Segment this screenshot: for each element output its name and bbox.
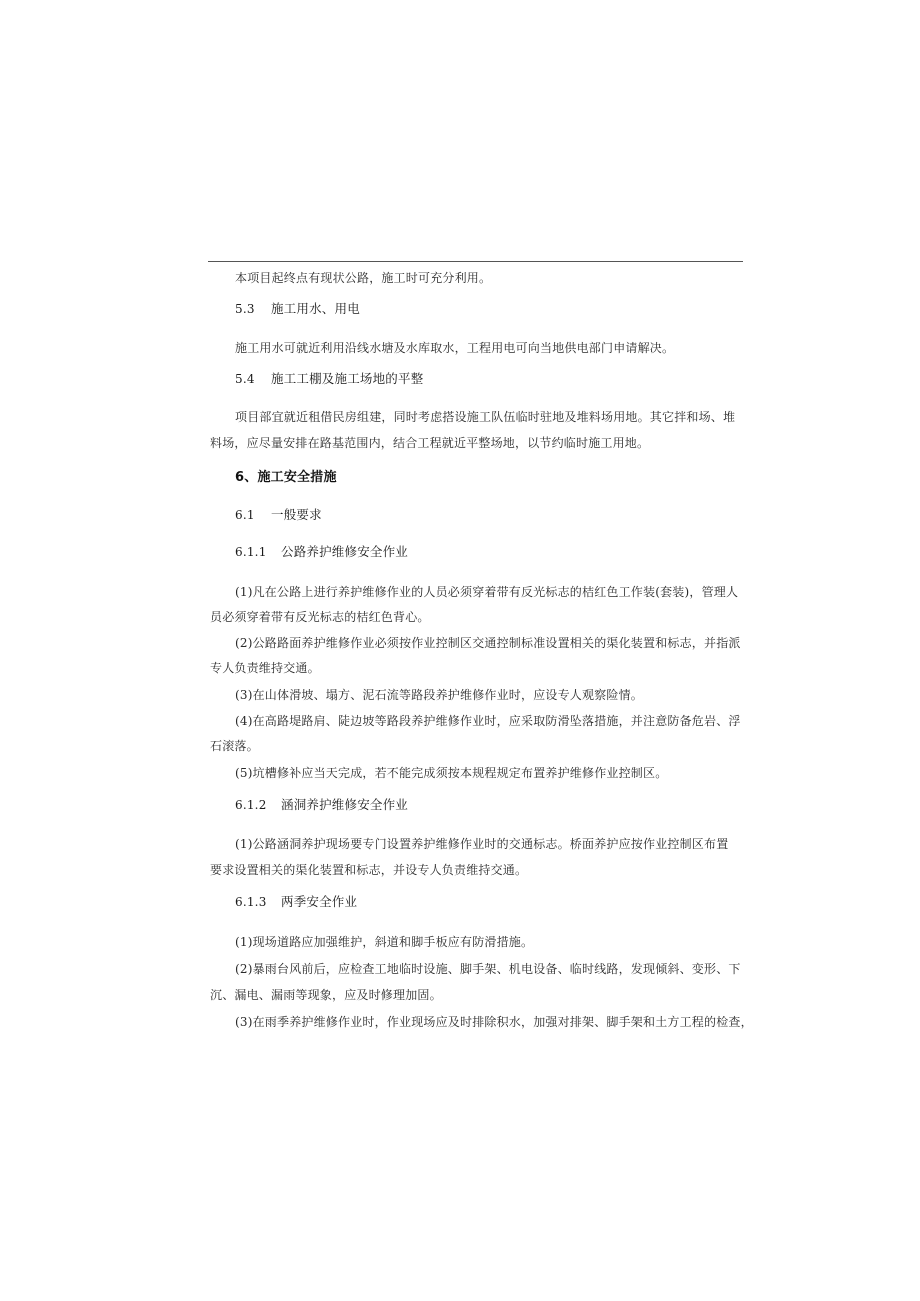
subsection-heading-6-1-2 [235,796,770,814]
paragraph-line: (1)公路涵洞养护现场要专门设置养护维修作业时的交通标志。桥面养护应按作业控制区布置 [235,837,729,851]
chapter-heading-6 [235,469,770,487]
paragraph-line: (2)暴雨台风前后，应检查工地临时设施、脚手架、机电设备、临时线路，发现倾斜、变形、下 [235,962,741,976]
subsection-heading-6-1-3 [235,893,770,911]
paragraph-line: (5)坑槽修补应当天完成，若不能完成须按本规程规定布置养护维修作业控制区。 [235,766,668,780]
paragraph-line: (4)在高路堤路肩、陡边坡等路段养护维修作业时，应采取防滑坠落措施，并注意防备危岩、浮 [235,714,741,728]
section-number: 5.4 [235,372,255,386]
section-number: 6.1.2 [235,798,267,812]
paragraph-line: 本项目起终点有现状公路，施工时可充分利用。 [235,271,492,285]
section-heading-5-4 [235,370,770,388]
section-number: 6.1 [235,508,255,522]
section-title: 施工工棚及施工场地的平整 [271,371,424,386]
paragraph-line: 石滚落。 [210,739,259,753]
section-title: 一般要求 [271,507,322,522]
section-title: 施工用水、用电 [271,301,360,316]
header-rule [208,261,743,262]
section-title: 公路养护维修安全作业 [281,544,409,559]
paragraph-line: 沉、漏电、漏雨等现象，应及时修理加固。 [210,988,442,1002]
section-heading-6-1 [235,506,770,524]
paragraph-line: 专人负责维持交通。 [210,661,320,675]
paragraph-line: 料场，应尽量安排在路基范围内，结合工程就近平整场地，以节约临时施工用地。 [210,436,650,450]
section-number: 6.1.1 [235,545,267,559]
section-title: 两季安全作业 [281,894,358,909]
chapter-number: 6 [235,470,245,485]
paragraph-line: (3)在山体滑坡、塌方、泥石流等路段养护维修作业时，应设专人观察险情。 [235,688,644,702]
section-heading-5-3 [235,300,770,318]
paragraph-line: (2)公路路面养护维修作业必须按作业控制区交通控制标准设置相关的渠化装置和标志，并指派 [235,636,741,650]
section-title: 涵洞养护维修安全作业 [281,797,409,812]
paragraph-line: (1)凡在公路上进行养护维修作业的人员必须穿着带有反光标志的桔红色工作装(套装)，管理人 [235,585,739,599]
section-number: 6.1.3 [235,895,267,909]
paragraph-line: 要求设置相关的渠化装置和标志，并设专人负责维持交通。 [210,863,528,877]
paragraph-line: (3)在雨季养护维修作业时，作业现场应及时排除积水，加强对排架、脚手架和土方工程的检查， [235,1015,753,1029]
subsection-heading-6-1-1 [235,543,770,561]
section-number: 5.3 [235,302,255,316]
paragraph-line: (1)现场道路应加强维护，斜道和脚手板应有防滑措施。 [235,935,534,949]
paragraph-line: 施工用水可就近利用沿线水塘及水库取水，工程用电可向当地供电部门申请解决。 [235,341,675,355]
paragraph-line: 员必须穿着带有反光标志的桔红色背心。 [210,610,430,624]
chapter-title: 、施工安全措施 [244,470,337,485]
paragraph-line: 项目部宜就近租借民房组建，同时考虑搭设施工队伍临时驻地及堆料场用地。其它拌和场、堆 [235,410,736,424]
